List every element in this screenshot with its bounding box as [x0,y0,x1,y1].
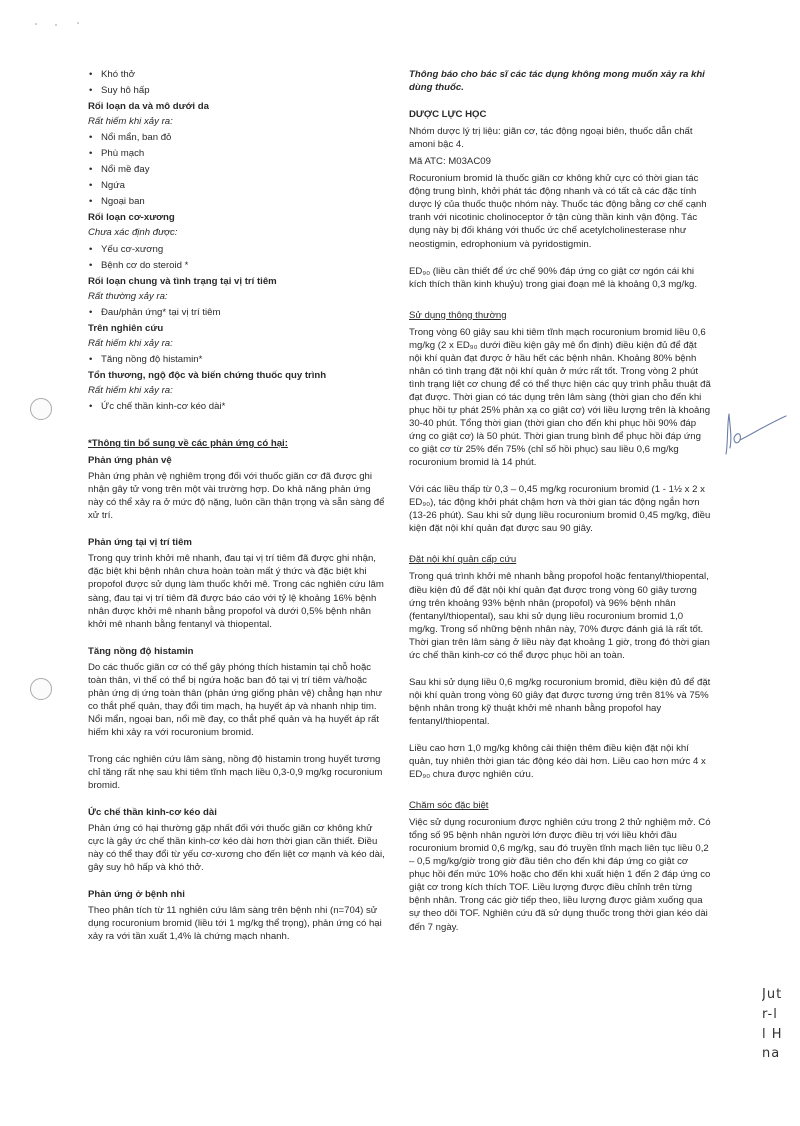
frequency-label: Rất thường xảy ra: [88,290,168,302]
atc-code: Mã ATC: M03AC09 [409,156,491,168]
routine-use-text: Trong vòng 60 giây sau khi tiêm tĩnh mạch rocuronium bromid liều 0,6 mg/kg (2 x ED₉₀ dưới điều kiện gây mê ổn định) điều kiện đủ để đặt nội khí quản đạt được ở hầu hết các bệnh nhân. Khoảng 80% bệnh nhân có tình trạng đặt nội khí quản ở mức rất tốt. Trong vòng 2 phút tình trạng liệt cơ chung để có thể thực hiện các quy trình phẫu thuật đã đạt được. Thời gian có tác dụng trên lâm sàng (thời gian cho đến khi phục hồi tự phát 25% phản xạ co giật cơ) với liều lượng trên là khoảng 30-40 phút. Tổng thời gian (thời gian cho đến khi phục hồi 90% đáp ứng co giật cơ) là 50 phút. Thời gian trung bình để phục hồi đáp ứng co giật cơ từ 25% đến 75% (chỉ số hồi phục) sau liều 0,6 mg/kg rocuronium bromid là 14 phút. [409,326,711,469]
anaphylaxis-heading: Phản ứng phản vệ [88,455,172,467]
pharmacodynamics-heading: DƯỢC LỰC HỌC [409,109,487,121]
intensive-care-text: Việc sử dụng rocuronium được nghiên cứu trong 2 thử nghiệm mở. Có tổng số 95 bệnh nhân người lớn được điều trị với liều khởi đầu rocuronium bromid 0,6 mg/kg, sau đó truyền tĩnh mạch liên tục liều 0,2 – 0,5 mg/kg/giờ trong giờ đầu tiên cho đến khi đáp ứng co giật cơ phục hồi đến mức 10% hoặc cho đến khi xuất hiện 1 đến 2 đáp ứng co giật cơ trong kích thích TOF. Liều lượng được điều chỉnh trên từng bệnh nhân. Trong các giờ tiếp theo, liều lượng được giảm xuống qua sự theo dõi TOF. Nghiên cứu đã sử dụng thuốc trong thời gian kéo dài đến 7 ngày. [409,817,711,933]
injection-site-heading: Phản ứng tại vị trí tiêm [88,537,192,549]
list-item: • Suy hô hấp [88,84,386,97]
list-item: • Tăng nồng độ histamin* [88,353,386,366]
mechanism-text: Rocuronium bromid là thuốc giãn cơ không khử cực có thời gian tác động trung bình, khởi phát tác động nhanh và có tất cả các đặc tính dược lý của thuốc thuộc nhóm này. Thuốc tác động bằng cơ chế cạnh tranh với nicotinic cholinoceptor ở tận cùng thần kinh vận động. Tác dụng này bị đối kháng với thuốc ức chế acetylcholinesterase như neostigmin, edrophonium và pyridostigmin. [409,173,707,250]
anaphylaxis-text: Phản ứng phản vệ nghiêm trọng đối với thuốc giãn cơ đã được ghi nhận gây tử vong trên một vài trường hợp. Do khả năng phản ứng này có thể xảy ra ở mức độ nặng, luôn cần thận trọng và sẵn sàng để xử trí. [88,471,385,522]
scan-speckles [28,18,88,32]
pediatric-text: Theo phân tích từ 11 nghiên cứu lâm sàng trên bệnh nhi (n=704) sử dụng rocuronium bromid (liều tới 1 mg/kg thể trọng), phản ứng có hại xảy ra với tần xuất 1,4% là chứng mạch nhanh. [88,905,382,943]
intensive-care-heading: Chăm sóc đặc biệt [409,800,489,812]
binder-hole [30,398,52,420]
injury-heading: Tổn thương, ngộ độc và biến chứng thuốc quy trình [88,369,327,381]
signature-mark [722,404,788,460]
injection-site-text: Trong quy trình khởi mê nhanh, đau tại vị trí tiêm đã được ghi nhận, đặc biệt khi bệnh nhân chưa hoàn toàn mất ý thức và đặc biệt khi propofol được sử dụng làm thuốc khởi mê. Trong các nghiên cứu lâm sàng, đau tại vị trí tiêm đã được báo cáo với tỷ lệ khoảng 16% bệnh nhân được khởi mê nhanh bằng propofol và dưới 0,5% bệnh nhân khởi mê nhanh bằng fentanyl và thiopental. [88,553,384,630]
prolonged-blockade-text: Phản ứng có hại thường gặp nhất đối với thuốc giãn cơ không khử cực là gây ức chế thần kinh-cơ kéo dài hơn thời gian cần thiết. Điều này có thể thay đổi từ yếu cơ-xương cho đến liệt cơ mạnh và kéo dài, gây suy hô hấp và khó thở. [88,823,385,874]
musculoskeletal-heading: Rối loạn cơ-xương [88,212,175,224]
list-item: • Phù mạch [88,147,386,160]
edge-cropped-text: Jut r-l l H na [762,987,783,1062]
list-item: • Đau/phản ứng* tại vị trí tiêm [88,306,386,319]
frequency-label: Rất hiếm khi xảy ra: [88,337,173,349]
list-item: • Bệnh cơ do steroid * [88,259,386,272]
list-item: • Nổi mề đay [88,163,386,176]
binder-hole [30,678,52,700]
pediatric-heading: Phản ứng ở bệnh nhi [88,889,185,901]
ed90-text: ED₉₀ (liều cần thiết để ức chế 90% đáp ứng co giật cơ ngón cái khi kích thích thần kinh khuỷu) trong giai đoạn mê là khoảng 0,3 mg/kg. [409,265,697,290]
list-item: • Ngứa [88,179,386,192]
studies-heading: Trên nghiên cứu [88,322,164,334]
histamine-text: Do các thuốc giãn cơ có thể gây phóng thích histamin tại chỗ hoặc toàn thân, vì thế có thể bị ngứa hoặc ban đỏ tại vị trí tiêm và/hoặc phản ứng dị ứng toàn thân (phản ứng giống phản vệ) chẳng hạn như co thắt phế quản, thay đổi tim mạch, hạ huyết áp và nhanh nhịp tim. Nổi mẩn, ngoại ban, nổi mề đay, co thắt phế quản và hạ huyết áp rất hiếm khi xảy ra với rocuronium bromid. [88,661,383,738]
routine-use-heading: Sử dụng thông thường [409,309,507,321]
right-column [409,68,711,945]
rapid-sequence-text-2: Sau khi sử dụng liều 0,6 mg/kg rocuronium bromid, điều kiện đủ để đặt nội khí quản trong vòng 60 giây đạt được tương ứng trên 81% và 75% bệnh nhân trong kỹ thuật khởi mê nhanh bằng propofol hay fentanyl/thiopental. [409,676,711,727]
frequency-label: Rất hiếm khi xảy ra: [88,116,173,128]
prolonged-blockade-heading: Ức chế thần kinh-cơ kéo dài [88,807,217,819]
frequency-label: Rất hiếm khi xảy ra: [88,384,173,396]
routine-use-text-2: Với các liều thấp từ 0,3 – 0,45 mg/kg rocuronium bromid (1 - 1½ x 2 x ED₉₀), tác động khởi phát chậm hơn và thời gian tác động ngắn hơn (13-26 phút). Sau khi sử dụng liều rocuronium bromid 0,45 mg/kg, điều kiện đặt nội khí quản đạt được sau 90 giây. [409,484,711,535]
left-column [88,68,386,955]
list-item: • Yếu cơ-xương [88,243,386,256]
list-item: • Ức chế thần kinh-cơ kéo dài* [88,400,386,413]
histamine-text-2: Trong các nghiên cứu lâm sàng, nồng độ histamin trong huyết tương chỉ tăng rất nhẹ sau khi tiêm tĩnh mạch liều 0,3-0,9 mg/kg rocuronium bromid. [88,753,383,792]
histamine-heading: Tăng nồng độ histamin [88,645,194,657]
report-notice: Thông báo cho bác sĩ các tác dụng không mong muốn xảy ra khi dùng thuốc. [409,69,705,94]
general-disorders-heading: Rối loạn chung và tình trạng tại vị trí tiêm [88,275,277,287]
list-item: • Nổi mẩn, ban đỏ [88,131,386,144]
additional-info-heading: *Thông tin bổ sung về các phản ứng có hại: [88,438,288,450]
frequency-label: Chưa xác định được: [88,227,178,239]
pharmacotherapeutic-group: Nhóm dược lý trị liệu: giãn cơ, tác động ngoại biên, thuốc dẫn chất amoni bậc 4. [409,126,693,151]
list-item: • Ngoại ban [88,195,386,208]
list-item: • Khó thở [88,68,386,81]
skin-disorders-heading: Rối loạn da và mô dưới da [88,101,209,113]
rapid-sequence-heading: Đặt nội khí quản cấp cứu [409,554,517,566]
rapid-sequence-text: Trong quá trình khởi mê nhanh bằng propofol hoặc fentanyl/thiopental, điều kiện đủ để đặt nội khí quản đạt được trong vòng 60 giây tương ứng trên khoảng 93% bệnh nhân (propofol) và 96% bệnh nhân (fentanyl/thiopental), sau khi sử dụng liều rocuronium bromid 1,0 mg/kg. Trong số những bệnh nhân này, 70% được đánh giá là rất tốt. Thời gian trên lâm sàng ở liều này đạt khoảng 1 giờ, trong đó thời gian ức chế thần kinh-cơ có thể được phục hồi an toàn. [409,571,710,661]
rapid-sequence-text-3: Liều cao hơn 1,0 mg/kg không cải thiện thêm điều kiện đặt nội khí quản, tuy nhiên thời gian tác động kéo dài hơn. Liều cao hơn mức 4 x ED₉₀ chưa được nghiên cứu. [409,742,706,781]
